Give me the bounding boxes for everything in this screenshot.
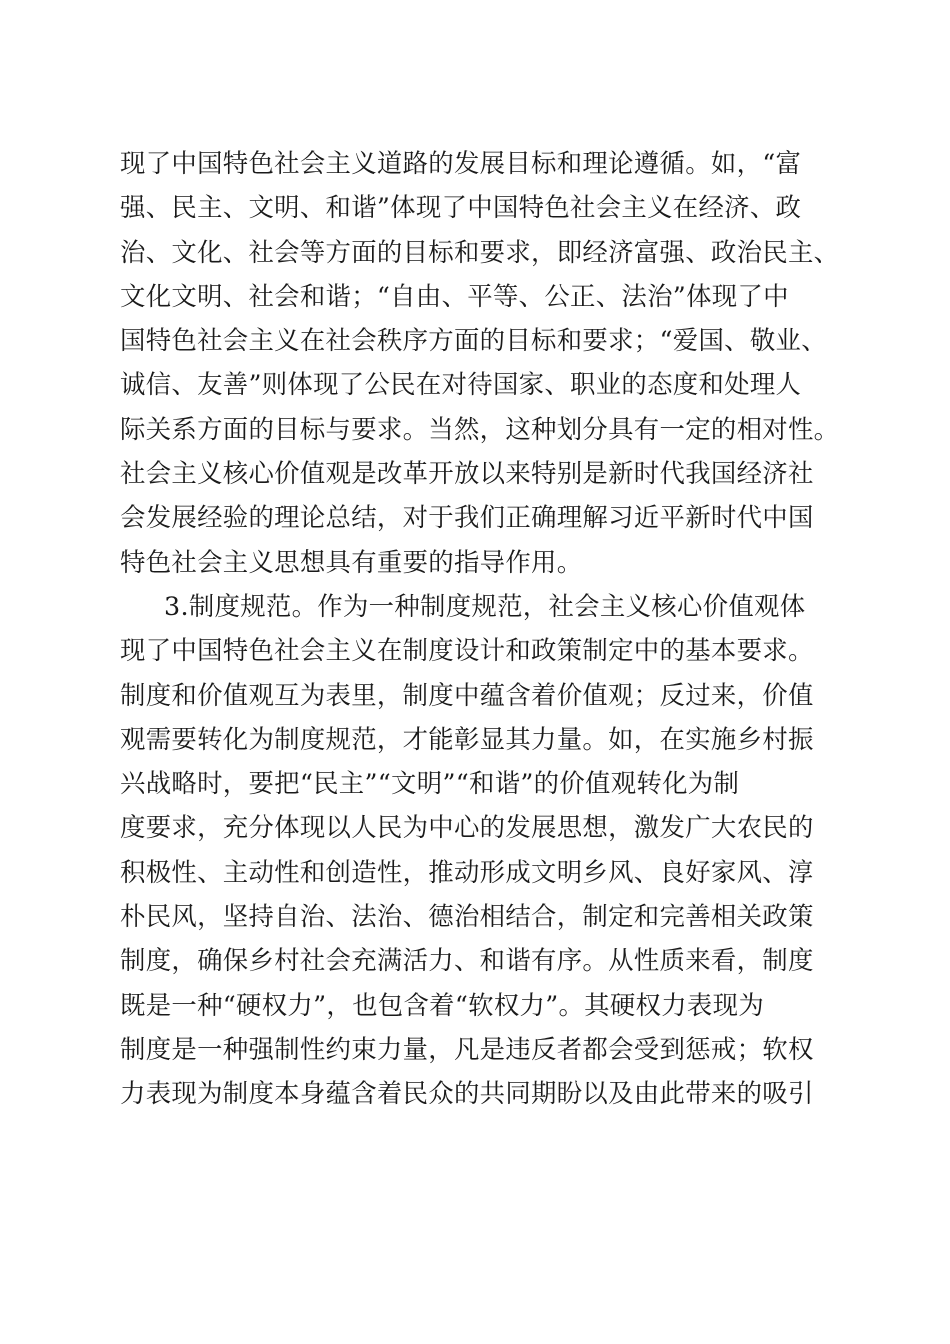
text-line: 现了中国特色社会主义道路的发展目标和理论遵循。如，“富 — [120, 148, 802, 178]
text-line: 治、文化、社会等方面的目标和要求，即经济富强、政治民主、 — [120, 236, 840, 267]
text-line: 制度和价值观互为表里，制度中蕴含着价值观；反过来，价值 — [120, 679, 814, 710]
text-line: 诚信、友善”则体现了公民在对待国家、职业的态度和处理人 — [120, 369, 802, 400]
text-line: 兴战略时，要把“民主”“文明”“和谐”的价值观转化为制 — [120, 768, 740, 799]
text-line: 积极性、主动性和创造性，推动形成文明乡风、良好家风、淳 — [120, 856, 814, 887]
text-line: 现了中国特色社会主义在制度设计和政策制定中的基本要求。 — [120, 635, 814, 666]
text-line: 国特色社会主义在社会秩序方面的目标和要求；“爱国、敬业、 — [120, 325, 827, 356]
text-line: 强、民主、文明、和谐”体现了中国特色社会主义在经济、政 — [120, 192, 802, 223]
text-line: 力表现为制度本身蕴含着民众的共同期盼以及由此带来的吸引 — [120, 1078, 814, 1109]
text-line: 朴民风，坚持自治、法治、德治相结合，制定和完善相关政策 — [120, 901, 814, 932]
body-text — [120, 141, 850, 1116]
text-line: 制度，确保乡村社会充满活力、和谐有序。从性质来看，制度 — [120, 945, 814, 976]
text-line: 际关系方面的目标与要求。当然，这种划分具有一定的相对性。 — [120, 413, 840, 444]
text-line: 文化文明、社会和谐；“自由、平等、公正、法治”体现了中 — [120, 280, 789, 311]
text-line: 既是一种“硬权力”，也包含着“软权力”。其硬权力表现为 — [120, 989, 765, 1020]
text-line: 会发展经验的理论总结，对于我们正确理解习近平新时代中国 — [120, 502, 814, 533]
text-line: 社会主义核心价值观是改革开放以来特别是新时代我国经济社 — [120, 458, 814, 489]
section-heading-line: 3.制度规范。作为一种制度规范，社会主义核心价值观体 — [164, 590, 806, 621]
text-line: 观需要转化为制度规范，才能彰显其力量。如，在实施乡村振 — [120, 723, 814, 754]
text-line: 特色社会主义思想具有重要的指导作用。 — [120, 546, 583, 577]
text-line: 制度是一种强制性约束力量，凡是违反者都会受到惩戒；软权 — [120, 1033, 814, 1064]
text-line: 度要求，充分体现以人民为中心的发展思想，激发广大农民的 — [120, 812, 814, 843]
